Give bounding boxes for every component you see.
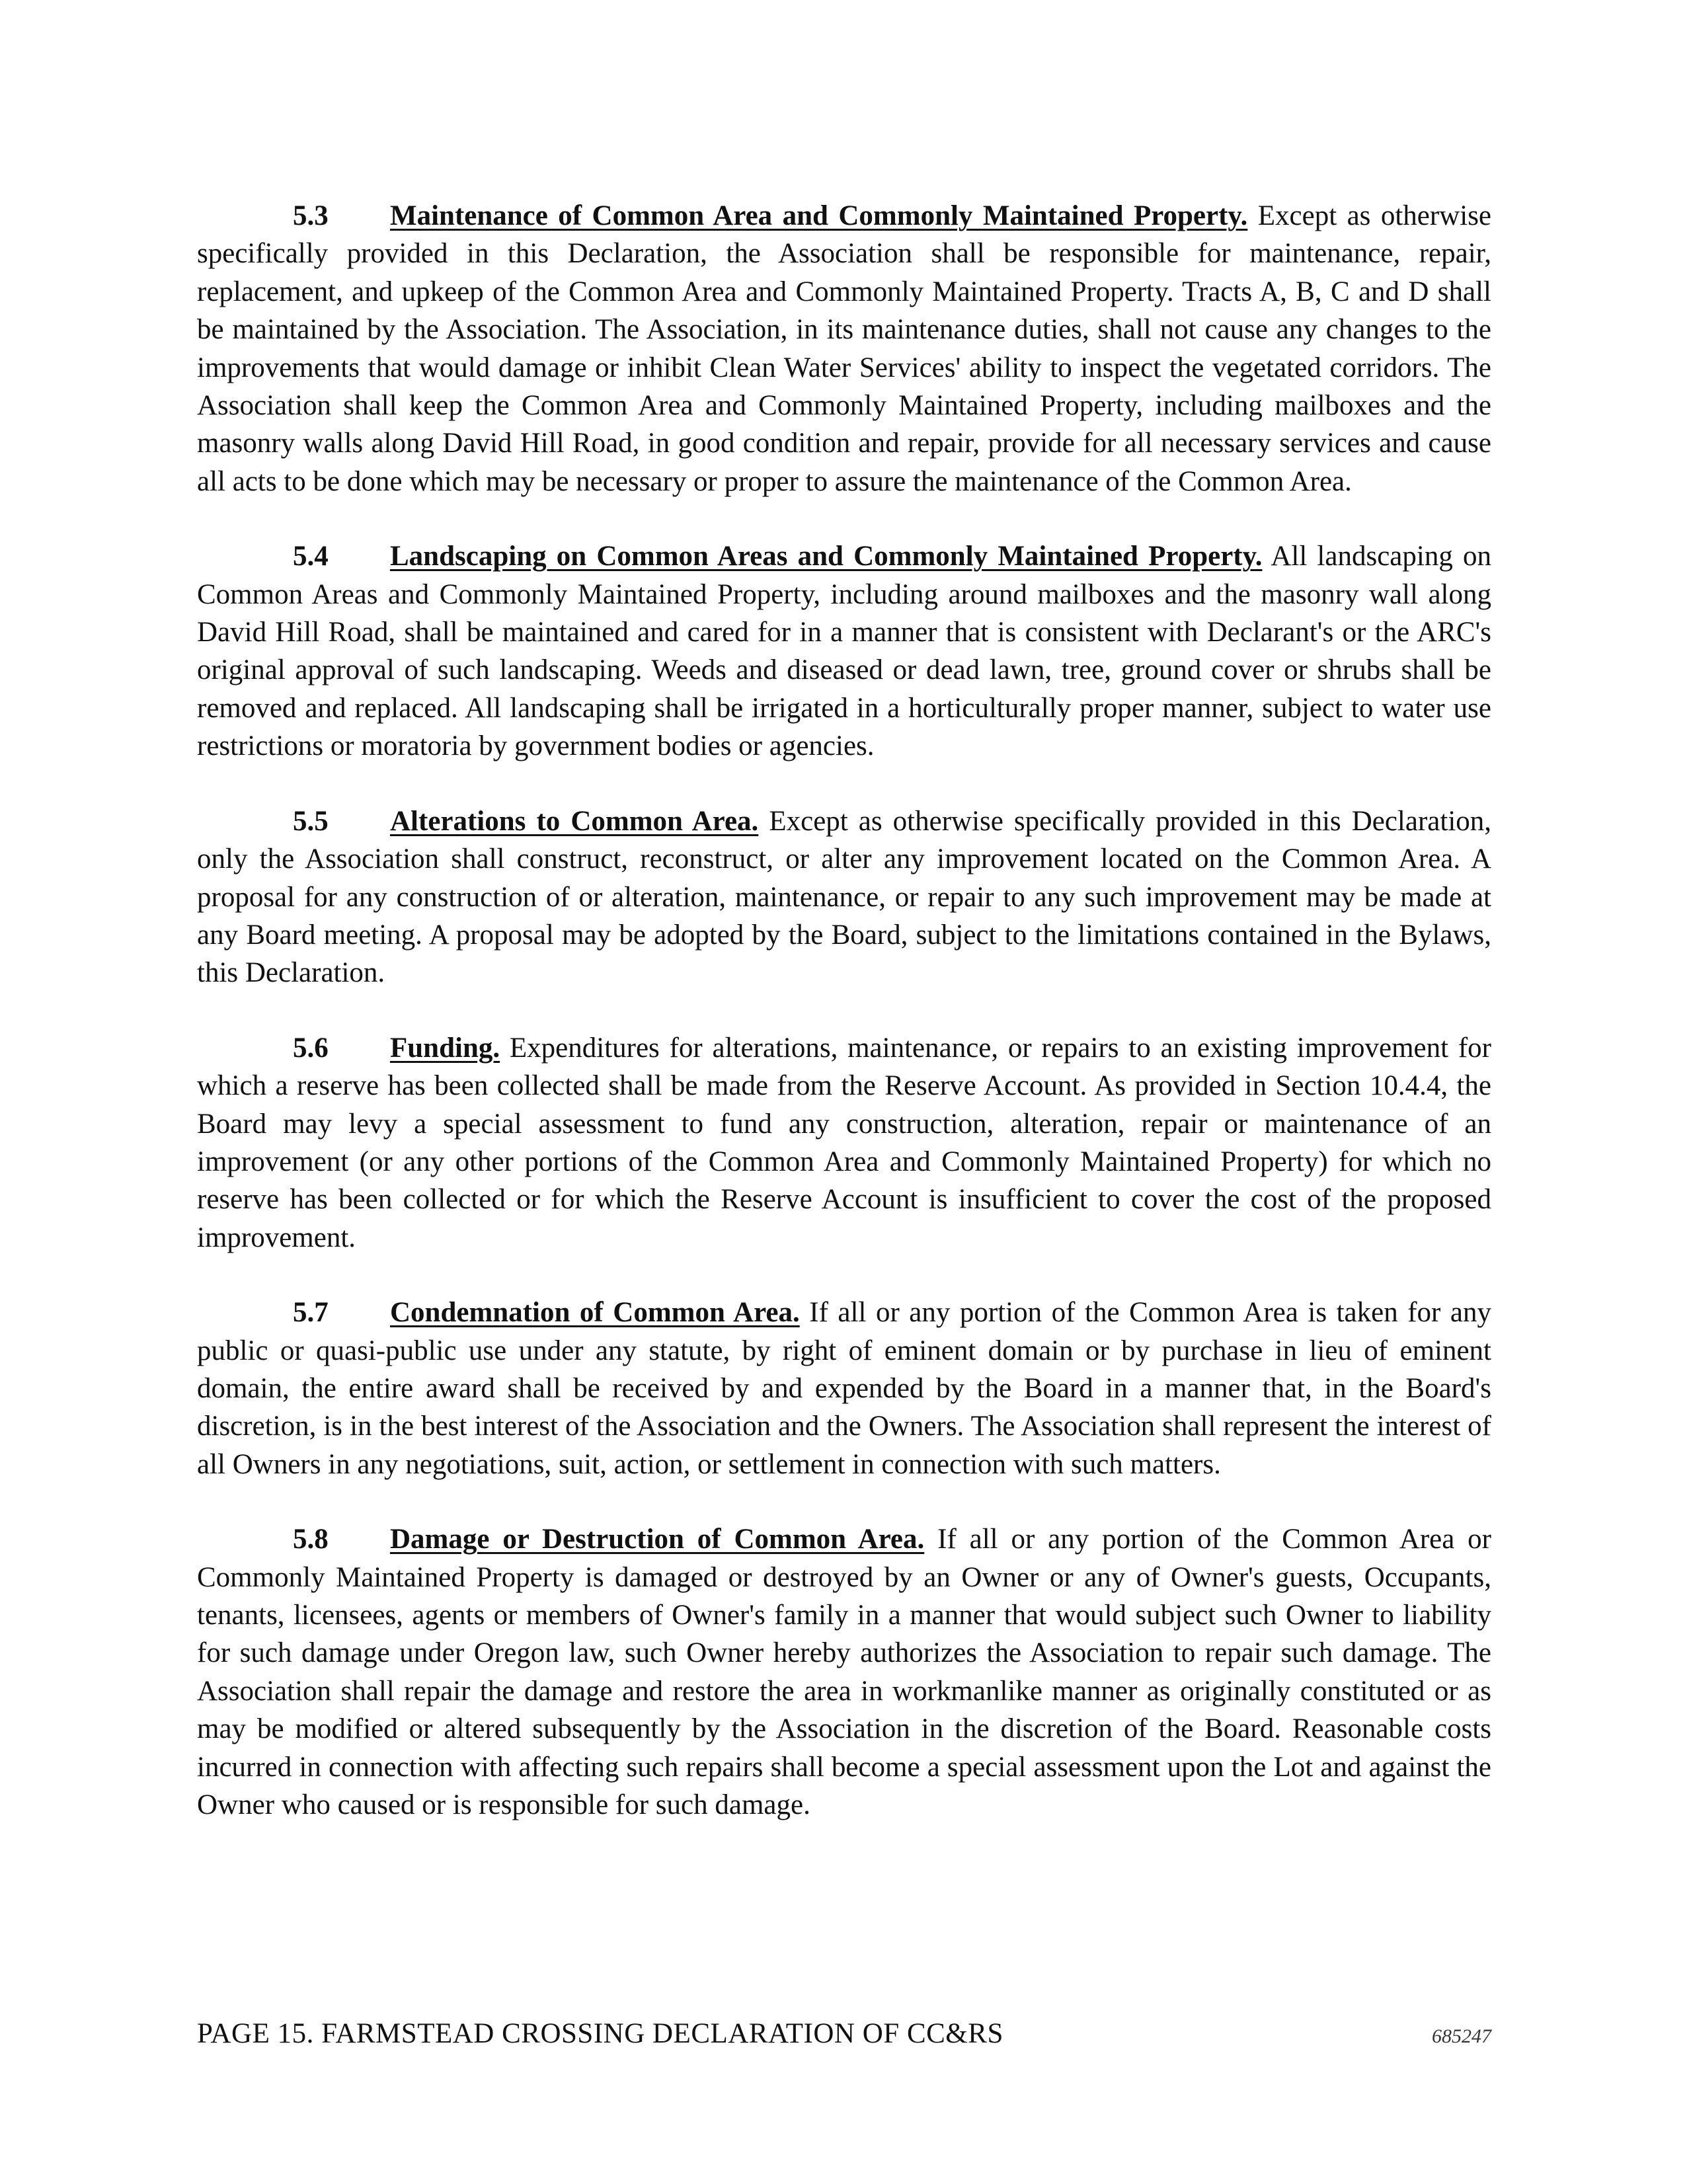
section-body: If all or any portion of the Common Area is taken for any public or quasi-public use under any statute, by right of eminent domain or by purchase in lieu of eminent domain, the entire award shall be received by and expended by the Board in a manner that, in the Board's discretion, is in the best interest of the Association and the Owners. The Association shall represent the interest of all Owners in any negotiations, suit, action, or settlement in connection with such matters.	[197, 1297, 1491, 1480]
section-5-3	[197, 197, 1491, 500]
section-number: 5.3	[293, 200, 329, 231]
section-body: Except as otherwise specifically provided in this Declaration, the Association shall be responsible for maintenance, repair, replacement, and upkeep of the Common Area and Commonly Maintained Property. Tracts A, B, C and D shall be maintained by the Association. The Association, in its maintenance duties, shall not cause any changes to the improvements that would damage or inhibit Clean Water Services' ability to inspect the vegetated corridors. The Association shall keep the Common Area and Commonly Maintained Property, including mailboxes and the masonry walls along David Hill Road, in good condition and repair, provide for all necessary services and cause all acts to be done which may be necessary or proper to assure the maintenance of the Common Area.	[197, 200, 1492, 497]
footer-text: PAGE 15. FARMSTEAD CROSSING DECLARATION OF CC&RS	[197, 2018, 1003, 2049]
section-title: Condemnation of Common Area.	[390, 1297, 800, 1329]
section-5-4	[197, 537, 1491, 765]
section-5-6	[197, 1029, 1491, 1257]
section-number: 5.7	[293, 1297, 329, 1329]
section-body: All landscaping on Common Areas and Commonly Maintained Property, including around mailboxes and the masonry wall along David Hill Road, shall be maintained and cared for in a manner that is consistent with Declarant's or the ARC's original approval of such landscaping. Weeds and diseased or dead lawn, tree, ground cover or shrubs shall be removed and replaced. All landscaping shall be irrigated in a horticulturally proper manner, subject to water use restrictions or moratoria by government bodies or agencies.	[197, 541, 1491, 762]
section-number: 5.4	[293, 541, 329, 572]
section-title: Alterations to Common Area.	[390, 805, 759, 837]
section-body: If all or any portion of the Common Area or Commonly Maintained Property is damaged or destroyed by an Owner or any of Owner's guests, Occupants, tenants, licensees, agents or members of Owner's family in a manner that would subject such Owner to liability for such damage under Oregon law, such Owner hereby authorizes the Association to repair such damage. The Association shall repair the damage and restore the area in workmanlike manner as originally constituted or as may be modified or altered subsequently by the Association in the discretion of the Board. Reasonable costs incurred in connection with affecting such repairs shall become a special assessment upon the Lot and against the Owner who caused or is responsible for such damage.	[197, 1524, 1491, 1821]
page-footer	[197, 2014, 1491, 2054]
section-number: 5.6	[293, 1032, 329, 1064]
section-number: 5.5	[293, 805, 329, 837]
section-title: Damage or Destruction of Common Area.	[390, 1524, 925, 1555]
section-5-5	[197, 802, 1491, 992]
document-number: 685247	[1432, 2025, 1491, 2047]
section-title: Maintenance of Common Area and Commonly Maintained Property.	[390, 200, 1248, 231]
section-body: Except as otherwise specifically provided in this Declaration, only the Association shall construct, reconstruct, or alter any improvement located on the Common Area. A proposal for any construction of or alteration, maintenance, or repair to any such improvement may be made at any Board meeting. A proposal may be adopted by the Board, subject to the limitations contained in the Bylaws, this Declaration.	[197, 805, 1492, 989]
section-number: 5.8	[293, 1524, 329, 1555]
section-title: Landscaping on Common Areas and Commonly Maintained Property.	[390, 541, 1263, 572]
section-5-8	[197, 1520, 1491, 1824]
section-title: Funding.	[390, 1032, 500, 1064]
document-page	[197, 197, 1491, 1861]
section-body: Expenditures for alterations, maintenance, or repairs to an existing improvement for which a reserve has been collected shall be made from the Reserve Account. As provided in Section 10.4.4, the Board may levy a special assessment to fund any construction, alteration, repair or maintenance of an improvement (or any other portions of the Common Area and Commonly Maintained Property) for which no reserve has been collected or for which the Reserve Account is insufficient to cover the cost of the proposed improvement.	[197, 1032, 1491, 1253]
section-5-7	[197, 1294, 1491, 1483]
